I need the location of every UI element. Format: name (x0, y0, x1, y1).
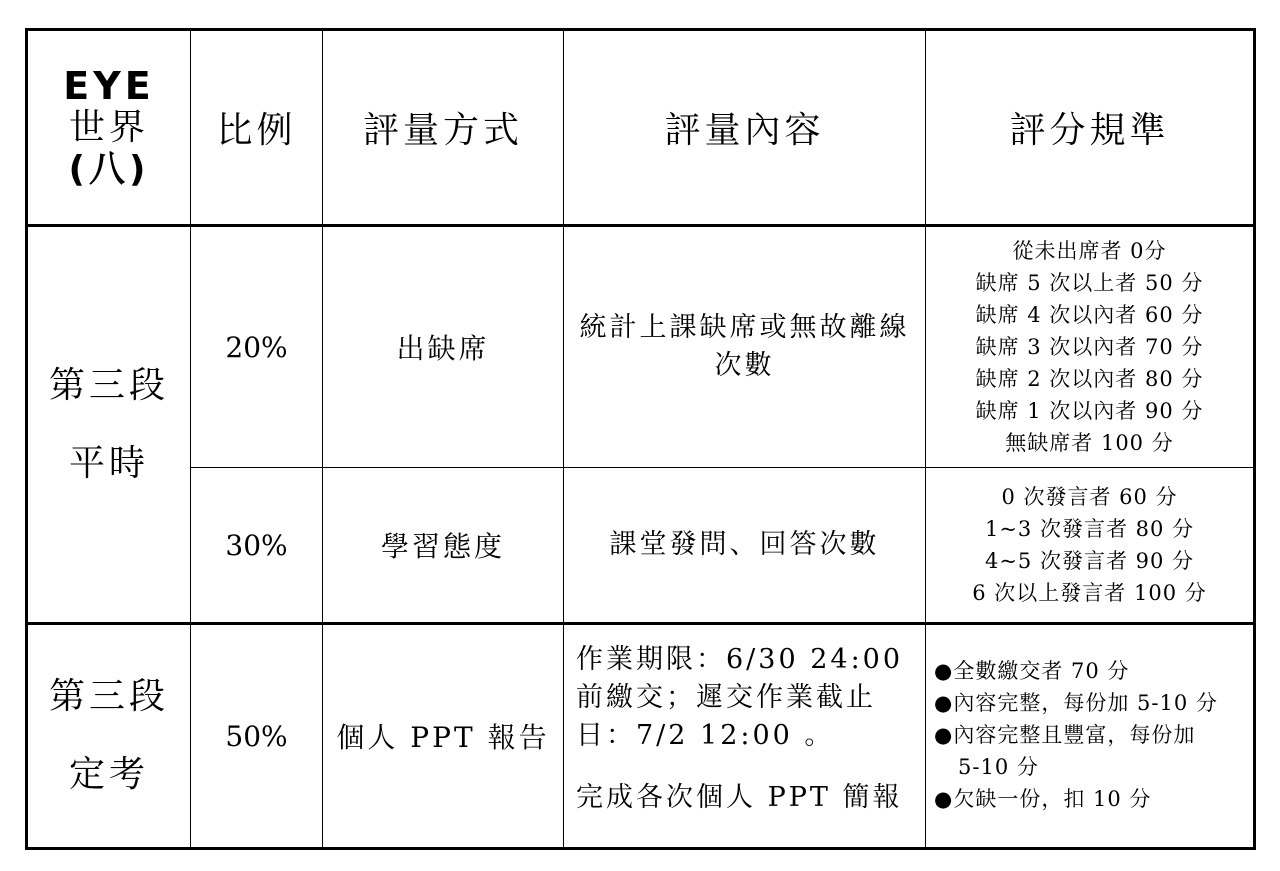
header-content: 評量內容 (564, 30, 926, 226)
ratio-cell: 50% (191, 624, 323, 849)
course-title-line1: EYE (63, 63, 155, 108)
header-method: 評量方式 (323, 30, 564, 226)
content-line: 統計上課缺席或無故離線 (579, 312, 910, 343)
method-cell: 個人 PPT 報告 (323, 624, 564, 849)
table-row (27, 624, 1255, 849)
rubric-line: 從未出席者 0分 (1012, 239, 1167, 263)
content-line: 課堂發問、回答次數 (609, 529, 880, 560)
rubric-line: ●內容完整且豐富，每份加 (934, 723, 1196, 747)
content-line: 日：7/2 12:00 。 (576, 720, 835, 751)
method-cell: 學習態度 (323, 468, 564, 624)
content-line: 作業期限：6/30 24:00 (576, 644, 904, 675)
course-title-cell (27, 30, 191, 226)
stage-label-line1: 第三段 (48, 364, 169, 406)
rubric-line: ●全數繳交者 70 分 (934, 659, 1130, 683)
rubric-line: 5-10 分 (958, 755, 1039, 779)
rubric-line: 4~5 次發言者 90 分 (984, 549, 1195, 573)
stage-cell (27, 226, 191, 624)
header-ratio: 比例 (191, 30, 323, 226)
content-line: 次數 (714, 350, 775, 381)
content-cell (564, 468, 926, 624)
stage-label-line2: 平時 (68, 442, 149, 484)
rubric-cell (926, 468, 1255, 624)
rubric-line: ●欠缺一份，扣 10 分 (934, 787, 1152, 811)
stage-cell (27, 624, 191, 849)
content-cell (564, 624, 926, 849)
rubric-line: 缺席 1 次以內者 90 分 (975, 399, 1204, 423)
evaluation-table (25, 28, 1256, 850)
rubric-line: 1~3 次發言者 80 分 (984, 517, 1195, 541)
rubric-line: 0 次發言者 60 分 (1001, 485, 1178, 509)
course-title-line3: (八) (68, 148, 150, 190)
rubric-line: 6 次以上發言者 100 分 (972, 581, 1207, 605)
table-row (27, 226, 1255, 468)
course-title-line2: 世界 (68, 106, 149, 148)
header-rubric: 評分規準 (926, 30, 1255, 226)
rubric-line: 缺席 3 次以內者 70 分 (975, 335, 1204, 359)
rubric-line: 缺席 4 次以內者 60 分 (975, 303, 1204, 327)
rubric-line: ●內容完整，每份加 5-10 分 (934, 691, 1218, 715)
ratio-cell: 30% (191, 468, 323, 624)
ratio-cell: 20% (191, 226, 323, 468)
header-row (27, 30, 1255, 226)
rubric-line: 缺席 2 次以內者 80 分 (975, 367, 1204, 391)
rubric-cell (926, 624, 1255, 849)
stage-label-line1: 第三段 (48, 676, 169, 717)
rubric-cell (926, 226, 1255, 468)
content-line: 完成各次個人 PPT 簡報 (576, 782, 903, 813)
rubric-line: 缺席 5 次以上者 50 分 (975, 271, 1204, 295)
rubric-line: 無缺席者 100 分 (1005, 431, 1174, 455)
method-cell: 出缺席 (323, 226, 564, 468)
content-cell (564, 226, 926, 468)
stage-label-line2: 定考 (68, 754, 149, 795)
table-row (27, 468, 1255, 624)
content-line: 前繳交；遲交作業截止 (576, 682, 876, 713)
